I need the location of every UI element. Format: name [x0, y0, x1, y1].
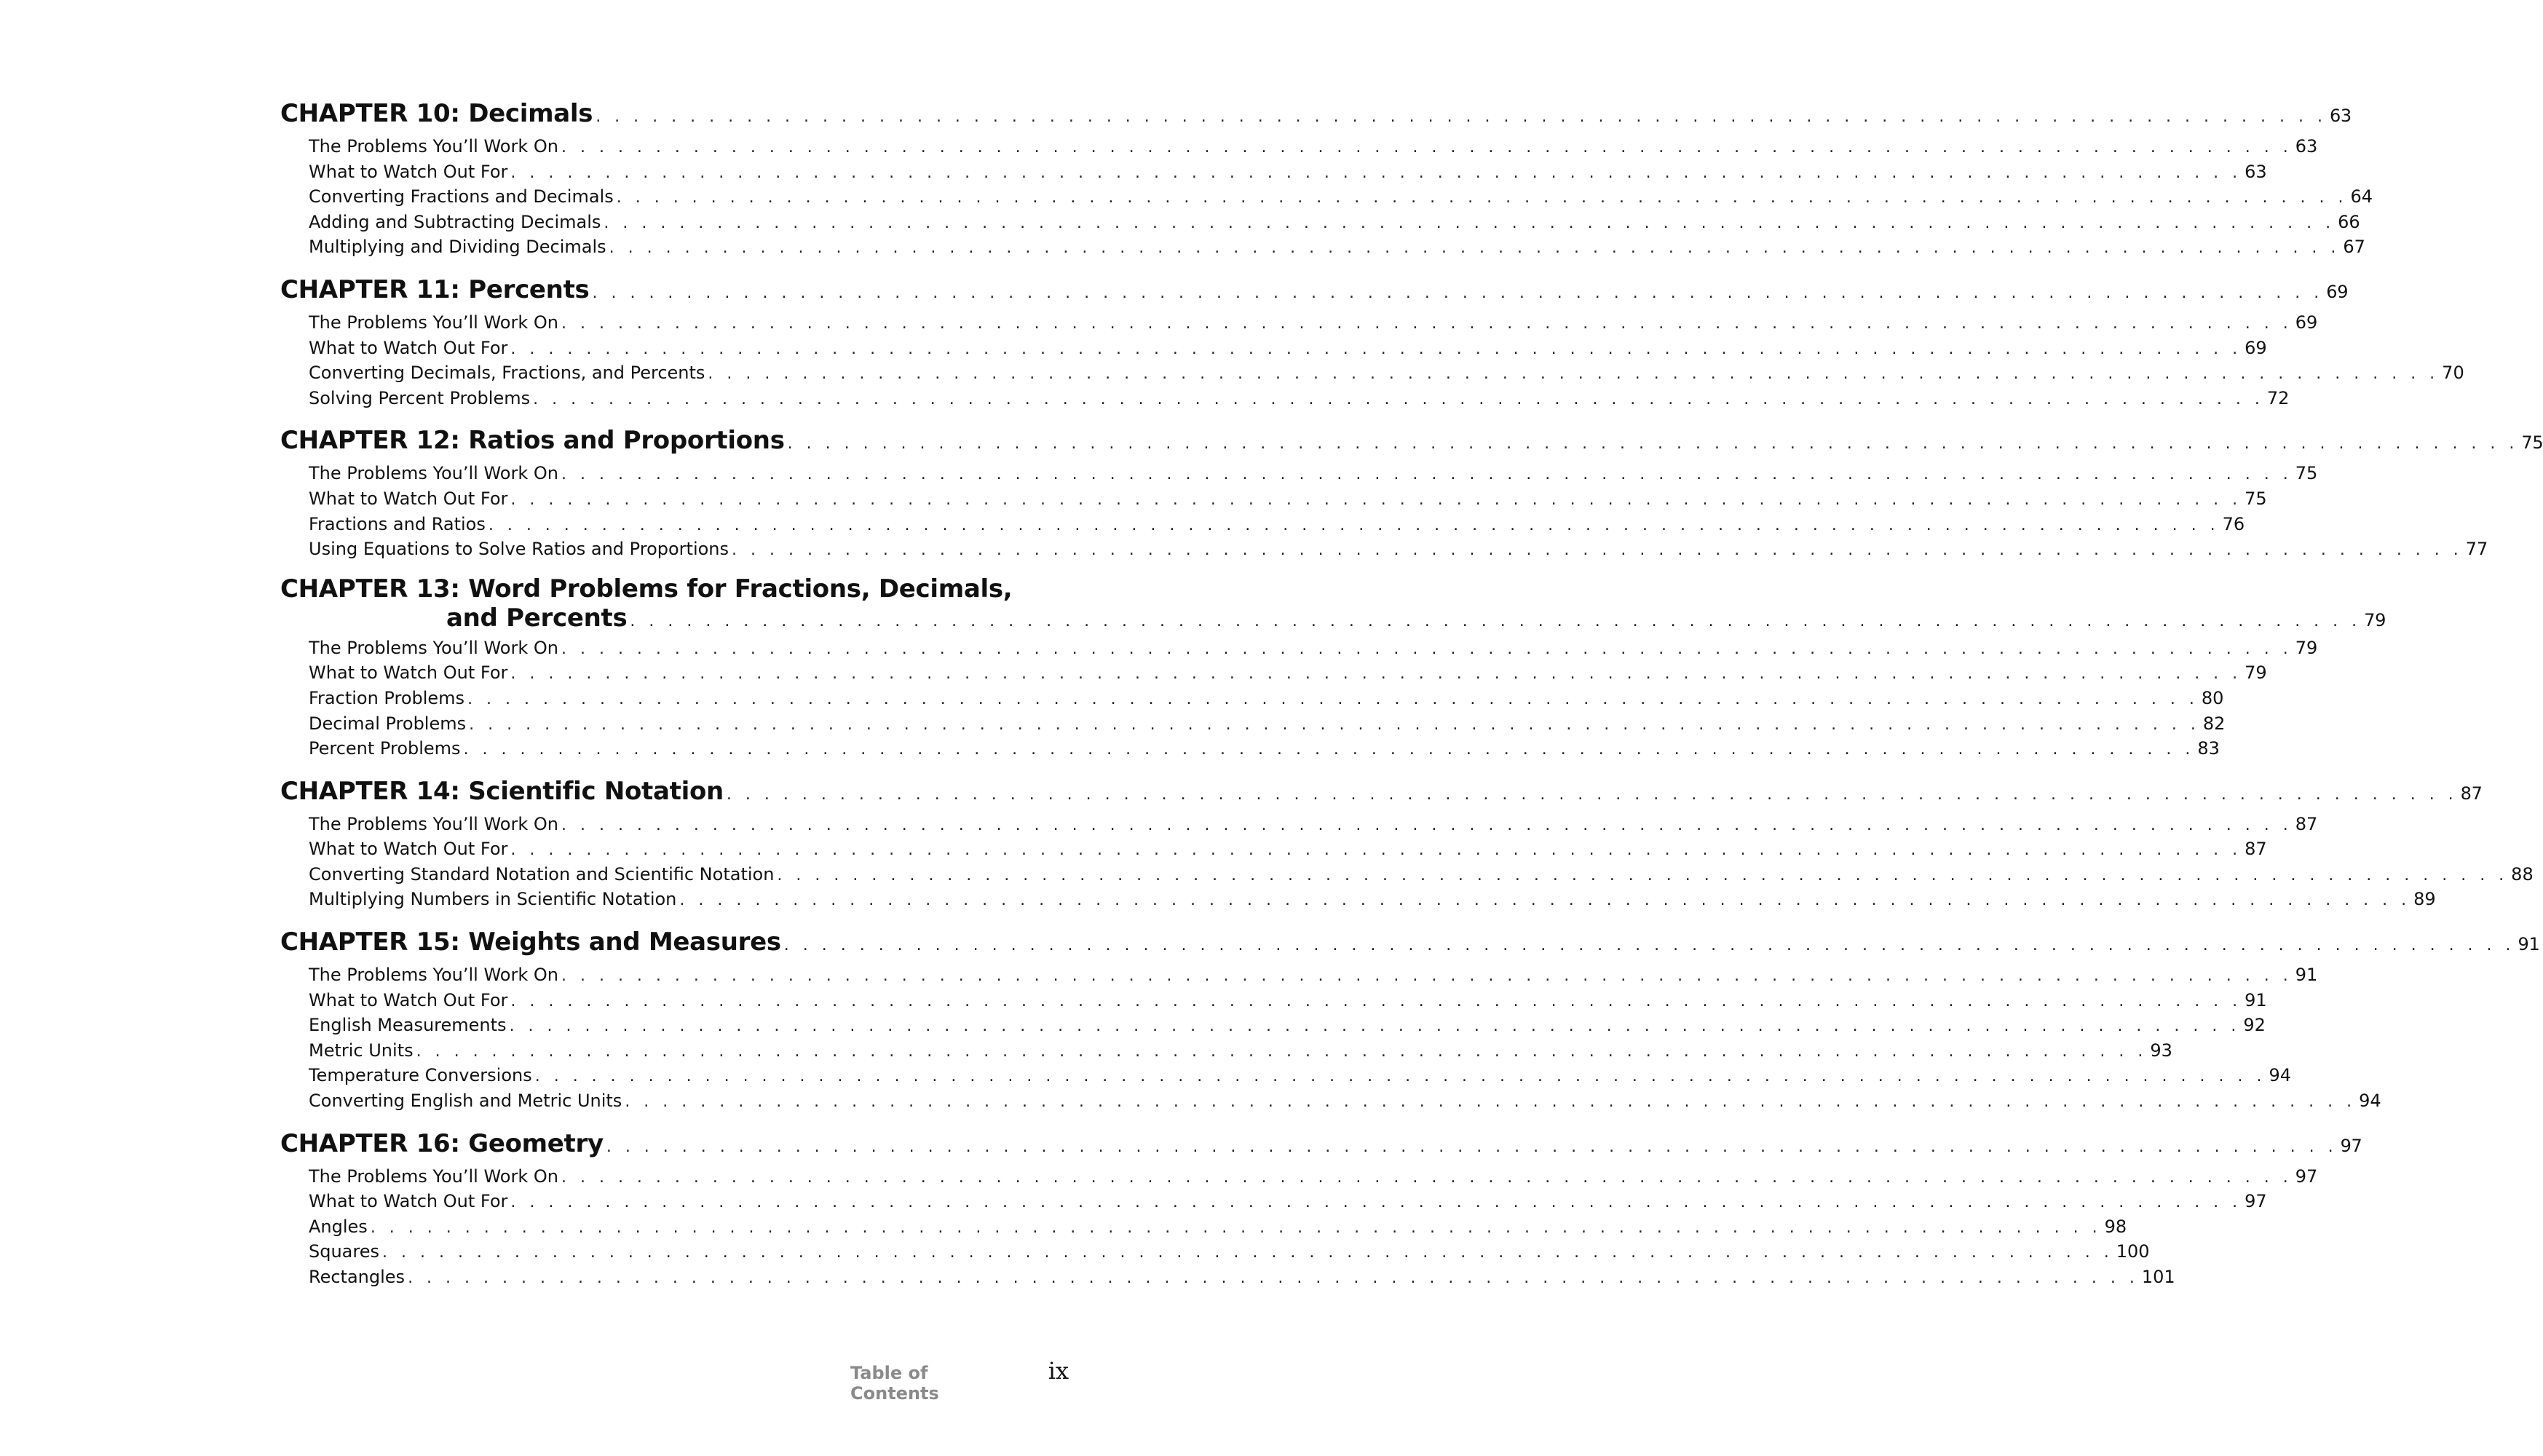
- section-title: What to Watch Out For: [309, 161, 508, 182]
- toc-entry[interactable]: [280, 712, 2226, 737]
- section-page-number: 87: [2295, 813, 2318, 834]
- toc-entry[interactable]: [280, 837, 2267, 863]
- section-title: Temperature Conversions: [309, 1065, 532, 1086]
- page-number: ix: [1048, 1357, 1069, 1385]
- section-page-number: 94: [2359, 1091, 2381, 1112]
- section-page-number: 91: [2245, 989, 2267, 1010]
- dot-leader: . . . . . . . . . . . . . . . . . . . . . . . . . . . . . . . . . . . . . . . . . . . . . . . . . . . . . . . . . . . . . . . . . . . . . . . . . . . . . . . . . . . . . . . . . . . .: [609, 239, 2341, 258]
- chapter-title: CHAPTER 10: Decimals: [280, 99, 593, 128]
- chapter-title: CHAPTER 11: Percents: [280, 274, 590, 304]
- section-page-number: 100: [2116, 1241, 2150, 1262]
- section-title: The Problems You’ll Work On: [309, 136, 558, 157]
- section-page-number: 87: [2245, 839, 2267, 860]
- section-page-number: 77: [2465, 539, 2488, 560]
- dot-leader: . . . . . . . . . . . . . . . . . . . . . . . . . . . . . . . . . . . . . . . . . . . . . . . . . . . . . . . . . . . . . . . . . . . . . . . . . . . . . . . . . . . . . . . . . . . .: [606, 1137, 2338, 1156]
- section-title: The Problems You’ll Work On: [309, 463, 558, 484]
- chapter-block: [280, 423, 2543, 562]
- section-page-number: 89: [2413, 889, 2436, 910]
- chapter-title-continuation: and Percents: [446, 603, 628, 633]
- section-title: The Problems You’ll Work On: [309, 312, 558, 333]
- chapter-page-number: 75: [2521, 432, 2543, 454]
- toc-entry[interactable]: [280, 135, 2318, 160]
- section-title: Converting Standard Notation and Scientific Notation: [309, 863, 775, 885]
- section-page-number: 92: [2243, 1015, 2266, 1036]
- section-title: Multiplying and Dividing Decimals: [309, 237, 606, 258]
- dot-leader: . . . . . . . . . . . . . . . . . . . . . . . . . . . . . . . . . . . . . . . . . . . . . . . . . . . . . . . . . . . . . . . . . . . . . . . . . . . . . . . . . . . . . . . . . . . .: [783, 936, 2515, 955]
- chapter-title: CHAPTER 13: Word Problems for Fractions, Decimals,: [280, 574, 1013, 604]
- chapter-block: [280, 1126, 2362, 1291]
- section-page-number: 80: [2201, 687, 2224, 708]
- section-title: Rectangles: [309, 1267, 406, 1287]
- toc-entry[interactable]: [280, 963, 2318, 989]
- toc-entry[interactable]: [280, 387, 2290, 412]
- dot-leader: . . . . . . . . . . . . . . . . . . . . . . . . . . . . . . . . . . . . . . . . . . . . . . . . . . . . . . . . . . . . . . . . . . . . . . . . . . . . . . . . . . . . . . . . . . . .: [561, 314, 2293, 333]
- chapter-page-number: 79: [2364, 609, 2386, 630]
- section-page-number: 97: [2245, 1191, 2267, 1212]
- section-page-number: 91: [2295, 965, 2318, 986]
- dot-leader: . . . . . . . . . . . . . . . . . . . . . . . . . . . . . . . . . . . . . . . . . . . . . . . . . . . . . . . . . . . . . . . . . . . . . . . . . . . . . . . . . . . . . . . . . . . .: [467, 689, 2199, 708]
- dot-leader: . . . . . . . . . . . . . . . . . . . . . . . . . . . . . . . . . . . . . . . . . . . . . . . . . . . . . . . . . . . . . . . . . . . . . . . . . . . . . . . . . . . . . . . . . . . .: [510, 163, 2242, 182]
- chapter-page-number: 97: [2340, 1135, 2362, 1156]
- chapter-page-number: 91: [2518, 934, 2540, 955]
- section-page-number: 93: [2150, 1040, 2172, 1061]
- chapter-title: CHAPTER 12: Ratios and Proportions: [280, 426, 785, 456]
- toc-entry[interactable]: [280, 487, 2267, 513]
- section-title: Angles: [309, 1216, 368, 1237]
- toc-entry[interactable]: [280, 235, 2365, 261]
- section-title: Converting Decimals, Fractions, and Percents: [309, 363, 705, 384]
- chapter-block: [280, 925, 2540, 1115]
- toc-entry[interactable]: [280, 210, 2360, 236]
- section-page-number: 97: [2295, 1166, 2318, 1187]
- dot-leader: . . . . . . . . . . . . . . . . . . . . . . . . . . . . . . . . . . . . . . . . . . . . . . . . . . . . . . . . . . . . . . . . . . . . . . . . . . . . . . . . . . . . . . . . . . . .: [726, 785, 2458, 804]
- dot-leader: . . . . . . . . . . . . . . . . . . . . . . . . . . . . . . . . . . . . . . . . . . . . . . . . . . . . . . . . . . . . . . . . . . . . . . . . . . . . . . . . . . . . . . . . . . . .: [408, 1269, 2139, 1287]
- dot-leader: . . . . . . . . . . . . . . . . . . . . . . . . . . . . . . . . . . . . . . . . . . . . . . . . . . . . . . . . . . . . . . . . . . . . . . . . . . . . . . . . . . . . . . . . . . . .: [510, 339, 2242, 358]
- dot-leader: . . . . . . . . . . . . . . . . . . . . . . . . . . . . . . . . . . . . . . . . . . . . . . . . . . . . . . . . . . . . . . . . . . . . . . . . . . . . . . . . . . . . . . . . . . . .: [416, 1042, 2148, 1061]
- section-page-number: 101: [2141, 1267, 2175, 1287]
- toc-entry[interactable]: [280, 462, 2318, 487]
- chapter-heading[interactable]: [280, 925, 2540, 963]
- dot-leader: . . . . . . . . . . . . . . . . . . . . . . . . . . . . . . . . . . . . . . . . . . . . . . . . . . . . . . . . . . . . . . . . . . . . . . . . . . . . . . . . . . . . . . . . . . . .: [630, 612, 2362, 630]
- section-page-number: 64: [2350, 186, 2373, 207]
- chapter-block: [280, 272, 2464, 411]
- dot-leader: . . . . . . . . . . . . . . . . . . . . . . . . . . . . . . . . . . . . . . . . . . . . . . . . . . . . . . . . . . . . . . . . . . . . . . . . . . . . . . . . . . . . . . . . . . . .: [732, 541, 2463, 560]
- section-title: The Problems You’ll Work On: [309, 1166, 558, 1187]
- toc-entry[interactable]: [280, 863, 2534, 888]
- dot-leader: . . . . . . . . . . . . . . . . . . . . . . . . . . . . . . . . . . . . . . . . . . . . . . . . . . . . . . . . . . . . . . . . . . . . . . . . . . . . . . . . . . . . . . . . . . . .: [510, 490, 2242, 509]
- section-title: Fractions and Ratios: [309, 513, 486, 534]
- section-title: Metric Units: [309, 1040, 414, 1061]
- dot-leader: . . . . . . . . . . . . . . . . . . . . . . . . . . . . . . . . . . . . . . . . . . . . . . . . . . . . . . . . . . . . . . . . . . . . . . . . . . . . . . . . . . . . . . . . . . . .: [679, 891, 2411, 910]
- table-of-contents: [280, 96, 2543, 1302]
- section-title: What to Watch Out For: [309, 488, 508, 509]
- section-page-number: 79: [2295, 637, 2318, 658]
- toc-entry[interactable]: [280, 812, 2318, 838]
- toc-entry[interactable]: [280, 1013, 2266, 1039]
- toc-entry[interactable]: [280, 1240, 2150, 1265]
- toc-entry[interactable]: [280, 1190, 2267, 1215]
- chapter-block: [280, 774, 2534, 913]
- section-page-number: 69: [2245, 337, 2267, 358]
- section-title: Decimal Problems: [309, 713, 467, 734]
- section-page-number: 72: [2266, 387, 2290, 408]
- section-title: What to Watch Out For: [309, 662, 508, 684]
- toc-entry[interactable]: [280, 1265, 2175, 1291]
- toc-entry[interactable]: [280, 361, 2464, 387]
- section-page-number: 88: [2511, 863, 2534, 885]
- toc-entry[interactable]: [280, 887, 2436, 913]
- section-page-number: 63: [2295, 136, 2318, 157]
- chapter-heading[interactable]: [280, 423, 2543, 462]
- section-title: Solving Percent Problems: [309, 387, 531, 408]
- section-title: Percent Problems: [309, 738, 461, 759]
- dot-leader: . . . . . . . . . . . . . . . . . . . . . . . . . . . . . . . . . . . . . . . . . . . . . . . . . . . . . . . . . . . . . . . . . . . . . . . . . . . . . . . . . . . . . . . . . . . .: [561, 639, 2293, 658]
- dot-leader: . . . . . . . . . . . . . . . . . . . . . . . . . . . . . . . . . . . . . . . . . . . . . . . . . . . . . . . . . . . . . . . . . . . . . . . . . . . . . . . . . . . . . . . . . . . .: [469, 715, 2200, 734]
- chapter-title: CHAPTER 14: Scientific Notation: [280, 776, 724, 806]
- section-page-number: 82: [2202, 713, 2226, 734]
- chapter-title: CHAPTER 15: Weights and Measures: [280, 927, 781, 957]
- dot-leader: . . . . . . . . . . . . . . . . . . . . . . . . . . . . . . . . . . . . . . . . . . . . . . . . . . . . . . . . . . . . . . . . . . . . . . . . . . . . . . . . . . . . . . . . . . . .: [604, 213, 2336, 232]
- chapter-heading[interactable]: [280, 574, 2386, 636]
- section-title: What to Watch Out For: [309, 989, 508, 1010]
- chapter-page-number: 87: [2460, 783, 2483, 804]
- section-title: Adding and Subtracting Decimals: [309, 211, 601, 232]
- section-title: Multiplying Numbers in Scientific Notation: [309, 889, 677, 910]
- dot-leader: . . . . . . . . . . . . . . . . . . . . . . . . . . . . . . . . . . . . . . . . . . . . . . . . . . . . . . . . . . . . . . . . . . . . . . . . . . . . . . . . . . . . . . . . . . . .: [625, 1093, 2357, 1112]
- toc-entry[interactable]: [280, 311, 2318, 336]
- dot-leader: . . . . . . . . . . . . . . . . . . . . . . . . . . . . . . . . . . . . . . . . . . . . . . . . . . . . . . . . . . . . . . . . . . . . . . . . . . . . . . . . . . . . . . . . . . . .: [509, 1017, 2241, 1036]
- toc-entry[interactable]: [280, 989, 2267, 1014]
- dot-leader: . . . . . . . . . . . . . . . . . . . . . . . . . . . . . . . . . . . . . . . . . . . . . . . . . . . . . . . . . . . . . . . . . . . . . . . . . . . . . . . . . . . . . . . . . . . .: [561, 967, 2293, 986]
- toc-entry[interactable]: [280, 1039, 2172, 1064]
- section-page-number: 69: [2295, 312, 2318, 333]
- dot-leader: . . . . . . . . . . . . . . . . . . . . . . . . . . . . . . . . . . . . . . . . . . . . . . . . . . . . . . . . . . . . . . . . . . . . . . . . . . . . . . . . . . . . . . . . . . . .: [534, 1067, 2266, 1086]
- chapter-page-number: 63: [2329, 106, 2352, 126]
- toc-entry[interactable]: [280, 1215, 2127, 1241]
- toc-entry[interactable]: [280, 1064, 2292, 1089]
- toc-entry[interactable]: [280, 661, 2267, 687]
- dot-leader: . . . . . . . . . . . . . . . . . . . . . . . . . . . . . . . . . . . . . . . . . . . . . . . . . . . . . . . . . . . . . . . . . . . . . . . . . . . . . . . . . . . . . . . . . . . .: [561, 815, 2293, 834]
- section-title: Using Equations to Solve Ratios and Proportions: [309, 539, 729, 560]
- dot-leader: . . . . . . . . . . . . . . . . . . . . . . . . . . . . . . . . . . . . . . . . . . . . . . . . . . . . . . . . . . . . . . . . . . . . . . . . . . . . . . . . . . . . . . . . . . . .: [510, 992, 2242, 1010]
- toc-entry[interactable]: [280, 636, 2318, 662]
- section-page-number: 70: [2442, 363, 2464, 384]
- section-page-number: 66: [2338, 211, 2360, 232]
- section-page-number: 75: [2295, 463, 2318, 484]
- chapter-title: CHAPTER 16: Geometry: [280, 1128, 604, 1158]
- dot-leader: . . . . . . . . . . . . . . . . . . . . . . . . . . . . . . . . . . . . . . . . . . . . . . . . . . . . . . . . . . . . . . . . . . . . . . . . . . . . . . . . . . . . . . . . . . . .: [463, 740, 2195, 759]
- dot-leader: . . . . . . . . . . . . . . . . . . . . . . . . . . . . . . . . . . . . . . . . . . . . . . . . . . . . . . . . . . . . . . . . . . . . . . . . . . . . . . . . . . . . . . . . . . . .: [708, 365, 2440, 384]
- section-page-number: 63: [2245, 161, 2267, 182]
- section-page-number: 67: [2343, 237, 2365, 258]
- toc-entry[interactable]: [280, 1165, 2318, 1190]
- toc-entry[interactable]: [280, 737, 2220, 762]
- dot-leader: . . . . . . . . . . . . . . . . . . . . . . . . . . . . . . . . . . . . . . . . . . . . . . . . . . . . . . . . . . . . . . . . . . . . . . . . . . . . . . . . . . . . . . . . . . . .: [592, 283, 2324, 302]
- dot-leader: . . . . . . . . . . . . . . . . . . . . . . . . . . . . . . . . . . . . . . . . . . . . . . . . . . . . . . . . . . . . . . . . . . . . . . . . . . . . . . . . . . . . . . . . . . . .: [382, 1243, 2113, 1262]
- dot-leader: . . . . . . . . . . . . . . . . . . . . . . . . . . . . . . . . . . . . . . . . . . . . . . . . . . . . . . . . . . . . . . . . . . . . . . . . . . . . . . . . . . . . . . . . . . . .: [596, 108, 2327, 126]
- dot-leader: . . . . . . . . . . . . . . . . . . . . . . . . . . . . . . . . . . . . . . . . . . . . . . . . . . . . . . . . . . . . . . . . . . . . . . . . . . . . . . . . . . . . . . . . . . . .: [777, 866, 2509, 885]
- section-title: The Problems You’ll Work On: [309, 813, 558, 834]
- dot-leader: . . . . . . . . . . . . . . . . . . . . . . . . . . . . . . . . . . . . . . . . . . . . . . . . . . . . . . . . . . . . . . . . . . . . . . . . . . . . . . . . . . . . . . . . . . . .: [561, 138, 2293, 157]
- dot-leader: . . . . . . . . . . . . . . . . . . . . . . . . . . . . . . . . . . . . . . . . . . . . . . . . . . . . . . . . . . . . . . . . . . . . . . . . . . . . . . . . . . . . . . . . . . . .: [561, 465, 2293, 484]
- chapter-heading[interactable]: [280, 96, 2352, 135]
- toc-entry[interactable]: [280, 513, 2245, 538]
- page-footer: [850, 1357, 1069, 1404]
- section-title: Converting Fractions and Decimals: [309, 186, 614, 207]
- toc-entry[interactable]: [280, 687, 2224, 712]
- section-title: What to Watch Out For: [309, 1191, 508, 1212]
- toc-entry[interactable]: [280, 1089, 2381, 1115]
- dot-leader: . . . . . . . . . . . . . . . . . . . . . . . . . . . . . . . . . . . . . . . . . . . . . . . . . . . . . . . . . . . . . . . . . . . . . . . . . . . . . . . . . . . . . . . . . . . .: [616, 189, 2348, 207]
- chapter-heading[interactable]: [280, 774, 2483, 812]
- toc-entry[interactable]: [280, 336, 2267, 362]
- chapter-title-continuation-line: [280, 603, 2386, 636]
- section-title: What to Watch Out For: [309, 337, 508, 358]
- dot-leader: . . . . . . . . . . . . . . . . . . . . . . . . . . . . . . . . . . . . . . . . . . . . . . . . . . . . . . . . . . . . . . . . . . . . . . . . . . . . . . . . . . . . . . . . . . . .: [561, 1168, 2293, 1187]
- chapter-page-number: 69: [2326, 281, 2349, 302]
- section-title: Fraction Problems: [309, 687, 465, 708]
- section-title: Squares: [309, 1241, 379, 1262]
- dot-leader: . . . . . . . . . . . . . . . . . . . . . . . . . . . . . . . . . . . . . . . . . . . . . . . . . . . . . . . . . . . . . . . . . . . . . . . . . . . . . . . . . . . . . . . . . . . .: [510, 841, 2242, 860]
- section-title: What to Watch Out For: [309, 839, 508, 860]
- running-footer-label: Table of Contents: [850, 1363, 939, 1404]
- toc-entry[interactable]: [280, 185, 2373, 210]
- dot-leader: . . . . . . . . . . . . . . . . . . . . . . . . . . . . . . . . . . . . . . . . . . . . . . . . . . . . . . . . . . . . . . . . . . . . . . . . . . . . . . . . . . . . . . . . . . . .: [488, 515, 2220, 534]
- dot-leader: . . . . . . . . . . . . . . . . . . . . . . . . . . . . . . . . . . . . . . . . . . . . . . . . . . . . . . . . . . . . . . . . . . . . . . . . . . . . . . . . . . . . . . . . . . . .: [370, 1218, 2102, 1237]
- section-page-number: 94: [2269, 1065, 2292, 1086]
- section-page-number: 75: [2245, 488, 2267, 509]
- section-title: English Measurements: [309, 1015, 507, 1036]
- dot-leader: . . . . . . . . . . . . . . . . . . . . . . . . . . . . . . . . . . . . . . . . . . . . . . . . . . . . . . . . . . . . . . . . . . . . . . . . . . . . . . . . . . . . . . . . . . . .: [787, 435, 2519, 454]
- dot-leader: . . . . . . . . . . . . . . . . . . . . . . . . . . . . . . . . . . . . . . . . . . . . . . . . . . . . . . . . . . . . . . . . . . . . . . . . . . . . . . . . . . . . . . . . . . . .: [510, 1193, 2242, 1212]
- section-page-number: 98: [2104, 1216, 2127, 1237]
- chapter-heading[interactable]: [280, 272, 2349, 311]
- section-title: The Problems You’ll Work On: [309, 637, 558, 658]
- chapter-heading[interactable]: [280, 1126, 2362, 1165]
- section-title: The Problems You’ll Work On: [309, 965, 558, 986]
- chapter-block: [280, 96, 2373, 261]
- toc-entry[interactable]: [280, 537, 2488, 563]
- section-page-number: 83: [2197, 738, 2220, 759]
- chapter-block: [280, 574, 2386, 762]
- dot-leader: . . . . . . . . . . . . . . . . . . . . . . . . . . . . . . . . . . . . . . . . . . . . . . . . . . . . . . . . . . . . . . . . . . . . . . . . . . . . . . . . . . . . . . . . . . . .: [510, 665, 2242, 684]
- dot-leader: . . . . . . . . . . . . . . . . . . . . . . . . . . . . . . . . . . . . . . . . . . . . . . . . . . . . . . . . . . . . . . . . . . . . . . . . . . . . . . . . . . . . . . . . . . . .: [533, 389, 2264, 408]
- section-page-number: 76: [2222, 513, 2245, 534]
- toc-entry[interactable]: [280, 160, 2267, 186]
- section-page-number: 79: [2245, 662, 2267, 684]
- section-title: Converting English and Metric Units: [309, 1091, 622, 1112]
